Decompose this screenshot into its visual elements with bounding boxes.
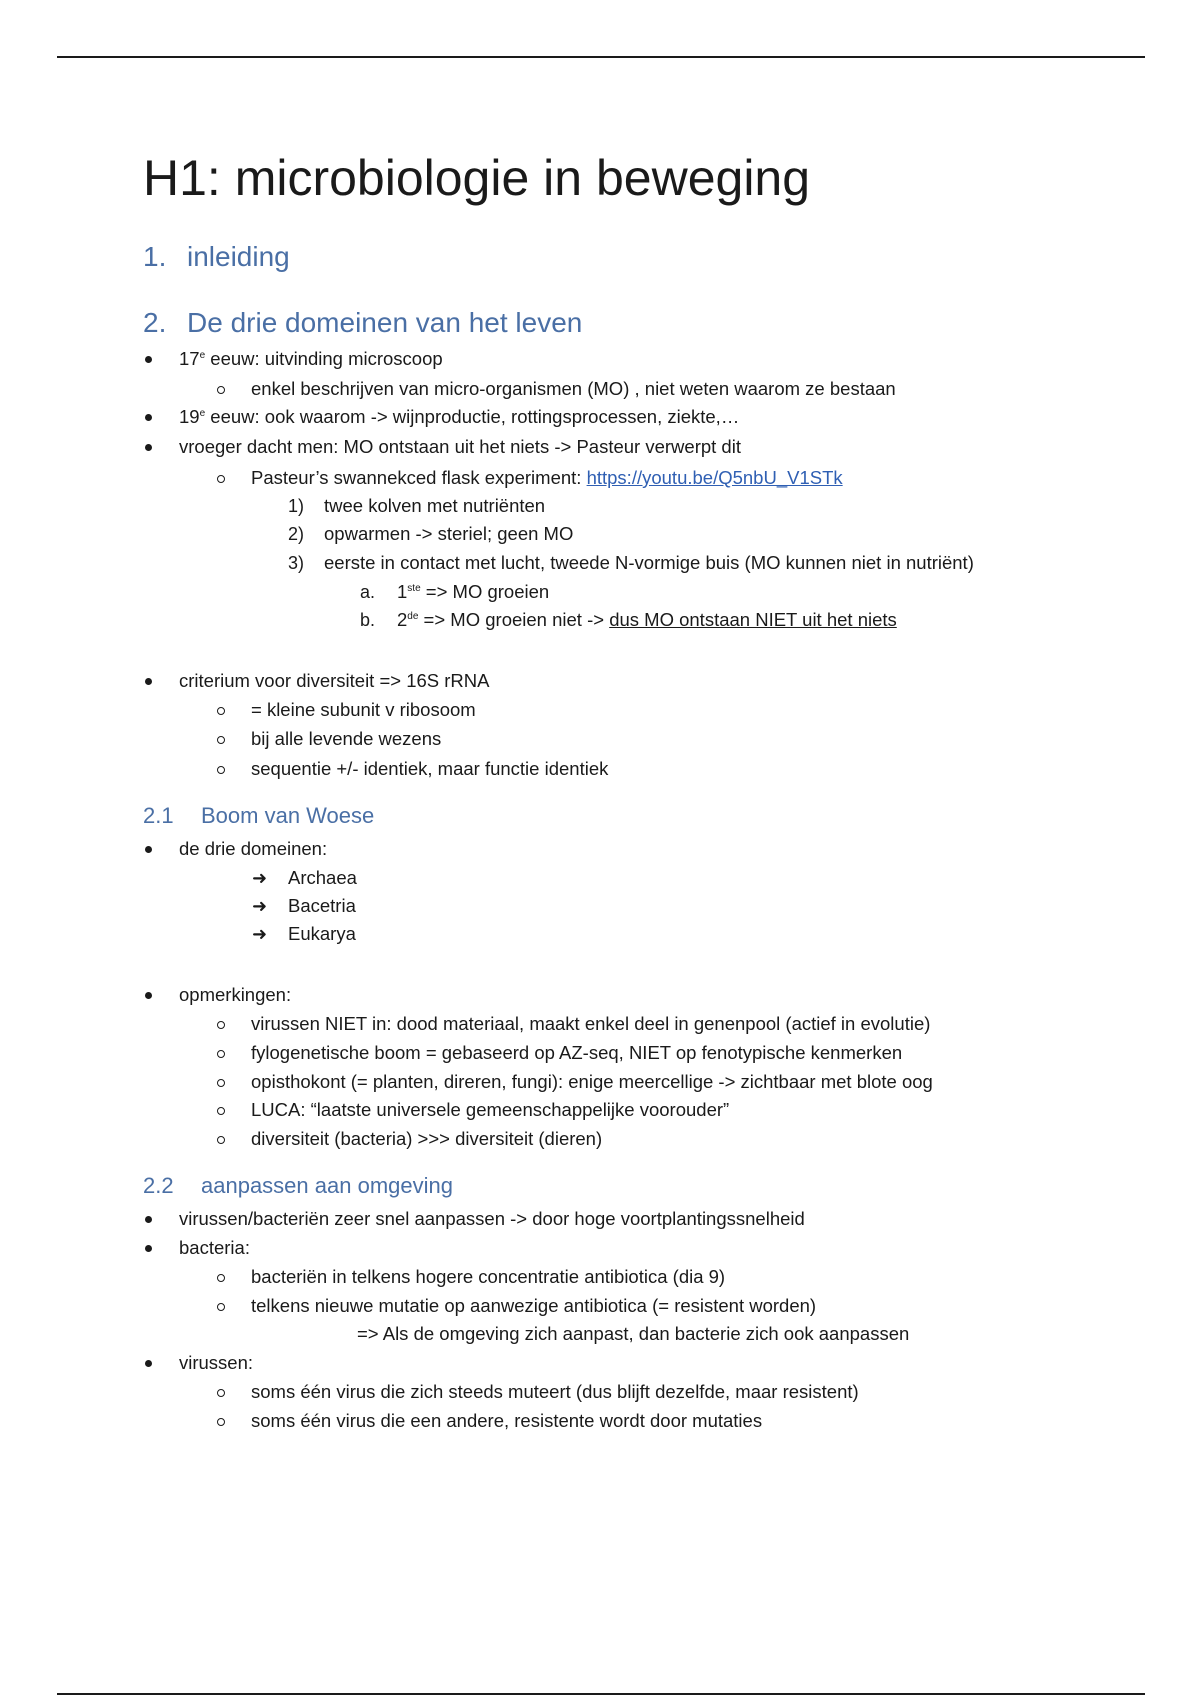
heading-number: 2.1 — [143, 803, 174, 828]
list-item: bacteriën in telkens hogere concentratie antibiotica (dia 9) — [251, 1266, 726, 1287]
circle-bullet-icon — [217, 1389, 225, 1397]
arrow-icon: ➜ — [252, 924, 268, 944]
circle-bullet-icon — [217, 386, 225, 394]
conclusion-text: dus MO ontstaan NIET uit het niets — [609, 609, 897, 630]
list-item: soms één virus die zich steeds muteert (dus blijft dezelfde, maar resistent) — [251, 1381, 859, 1402]
heading-number: 2. — [143, 307, 167, 338]
list-item: virussen: — [179, 1352, 254, 1373]
list-item: LUCA: “laatste universele gemeenschappelijke voorouder” — [251, 1099, 730, 1120]
bullet-icon — [145, 1216, 152, 1223]
list-item: Archaea — [288, 867, 357, 888]
heading-label: Boom van Woese — [201, 803, 375, 828]
list-item: soms één virus die een andere, resistente wordt door mutaties — [251, 1410, 763, 1431]
list-item: 17e eeuw: uitvinding microscoop — [179, 348, 443, 369]
list-item: opmerkingen: — [179, 984, 292, 1005]
conclusion-line: => Als de omgeving zich aanpast, dan bacterie zich ook aanpassen — [357, 1323, 910, 1344]
heading-drie-domeinen — [143, 306, 582, 340]
list-letter: a. — [360, 582, 376, 602]
circle-bullet-icon — [217, 1050, 225, 1058]
heading-label: aanpassen aan omgeving — [201, 1173, 453, 1198]
circle-bullet-icon — [217, 707, 225, 715]
list-item: vroeger dacht men: MO ontstaan uit het niets -> Pasteur verwerpt dit — [179, 436, 741, 457]
page-title: H1: microbiologie in beweging — [143, 150, 811, 206]
heading-aanpassen-aan-omgeving — [143, 1172, 453, 1200]
list-item: virussen NIET in: dood materiaal, maakt enkel deel in genenpool (actief in evolutie) — [251, 1013, 931, 1034]
heading-label: inleiding — [187, 241, 290, 272]
arrow-icon: ➜ — [252, 868, 268, 888]
list-item: sequentie +/- identiek, maar functie identiek — [251, 758, 609, 779]
list-item: eerste in contact met lucht, tweede N-vormige buis (MO kunnen niet in nutriënt) — [324, 552, 974, 573]
circle-bullet-icon — [217, 766, 225, 774]
list-item: virussen/bacteriën zeer snel aanpassen -> door hoge voortplantingssnelheid — [179, 1208, 805, 1229]
arrow-icon: ➜ — [252, 896, 268, 916]
list-item: bij alle levende wezens — [251, 728, 442, 749]
list-item: 19e eeuw: ook waarom -> wijnproductie, rottingsprocessen, ziekte,… — [179, 406, 740, 427]
list-number: 3) — [288, 553, 305, 573]
circle-bullet-icon — [217, 1079, 225, 1087]
circle-bullet-icon — [217, 475, 225, 483]
list-item: Eukarya — [288, 923, 356, 944]
list-item: bacteria: — [179, 1237, 250, 1258]
heading-number: 1. — [143, 241, 167, 272]
list-number: 1) — [288, 496, 305, 516]
list-item: 1ste => MO groeien — [397, 581, 550, 602]
circle-bullet-icon — [217, 1136, 225, 1144]
bullet-icon — [145, 678, 152, 685]
circle-bullet-icon — [217, 1303, 225, 1311]
list-item: fylogenetische boom = gebaseerd op AZ-seq, NIET op fenotypische kenmerken — [251, 1042, 903, 1063]
bullet-icon — [145, 1360, 152, 1367]
heading-boom-van-woese — [143, 802, 374, 830]
list-number: 2) — [288, 524, 305, 544]
list-item: Bacetria — [288, 895, 356, 916]
list-item: diversiteit (bacteria) >>> diversiteit (dieren) — [251, 1128, 603, 1149]
list-item: enkel beschrijven van micro-organismen (MO) , niet weten waarom ze bestaan — [251, 378, 896, 399]
bullet-icon — [145, 846, 152, 853]
list-item: 2de => MO groeien niet -> dus MO ontstaan NIET uit het niets — [397, 609, 897, 630]
list-item: de drie domeinen: — [179, 838, 328, 859]
heading-number: 2.2 — [143, 1173, 174, 1198]
list-item: Pasteur’s swannekced flask experiment: https://youtu.be/Q5nbU_V1STk — [251, 467, 843, 488]
circle-bullet-icon — [217, 736, 225, 744]
bullet-icon — [145, 444, 152, 451]
list-item: criterium voor diversiteit => 16S rRNA — [179, 670, 490, 691]
heading-label: De drie domeinen van het leven — [187, 307, 583, 338]
list-item: telkens nieuwe mutatie op aanwezige antibiotica (= resistent worden) — [251, 1295, 817, 1316]
circle-bullet-icon — [217, 1107, 225, 1115]
youtube-link[interactable]: https://youtu.be/Q5nbU_V1STk — [586, 467, 843, 488]
bullet-icon — [145, 992, 152, 999]
list-item: opisthokont (= planten, direren, fungi): enige meercellige -> zichtbaar met blote oog — [251, 1071, 933, 1092]
circle-bullet-icon — [217, 1274, 225, 1282]
circle-bullet-icon — [217, 1418, 225, 1426]
bullet-icon — [145, 1245, 152, 1252]
bullet-icon — [145, 414, 152, 421]
list-item: opwarmen -> steriel; geen MO — [324, 523, 574, 544]
bullet-icon — [145, 356, 152, 363]
list-item: = kleine subunit v ribosoom — [251, 699, 476, 720]
circle-bullet-icon — [217, 1021, 225, 1029]
list-letter: b. — [360, 610, 376, 630]
list-item: twee kolven met nutriënten — [324, 495, 546, 516]
heading-inleiding — [143, 240, 290, 274]
